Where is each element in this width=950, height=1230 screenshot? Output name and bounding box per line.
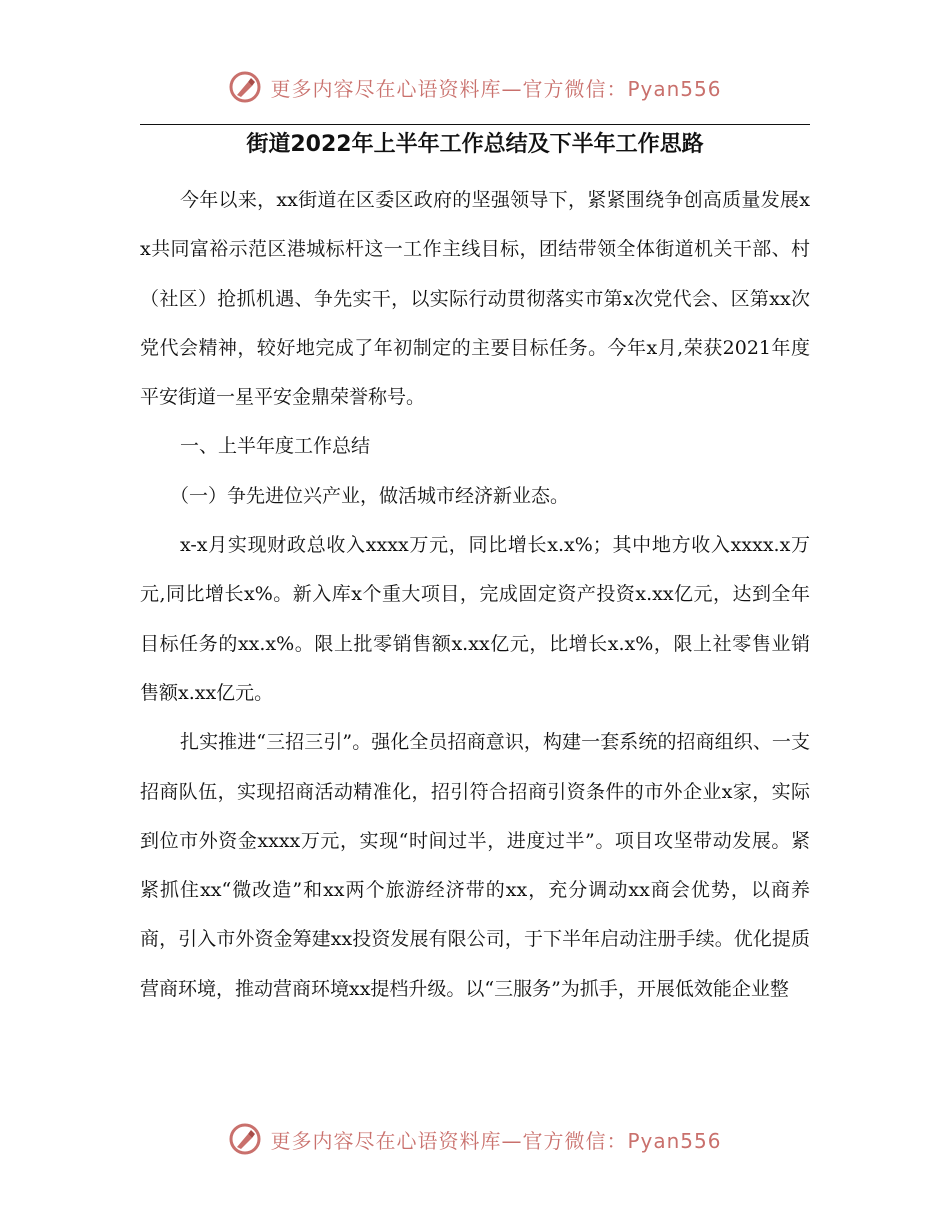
- header-divider: [140, 124, 810, 125]
- header-watermark: [0, 70, 950, 104]
- subsection-heading-1: （一）争先进位兴产业，做活城市经济新业态。: [170, 484, 570, 507]
- document-title: 街道2022年上半年工作总结及下半年工作思路: [246, 132, 704, 157]
- section-heading-1: 一、上半年度工作总结: [180, 435, 371, 458]
- watermark-text: 更多内容尽在心语资料库—官方微信：Pyan556: [270, 1128, 722, 1153]
- pen-nib-logo-icon: [228, 1122, 262, 1156]
- paragraph-finance: x-x月实现财政总收入xxxx万元，同比增长x.x%；其中地方收入xxxx.x万元,同比增长x%。新入库x个重大项目，完成固定资产投资x.xx亿元，达到全年目标任务的xx.x%。限上批零销售额x.xx亿元，比增长x.x%，限上社零售业销售额x.xx亿元。: [140, 534, 810, 704]
- pen-nib-logo-icon: [228, 70, 262, 104]
- paragraph-investment: 扎实推进“三招三引”。强化全员招商意识，构建一套系统的招商组织、一支招商队伍，实现招商活动精准化，招引符合招商引资条件的市外企业x家，实际到位市外资金xxxx万元，实现“时间过半，进度过半”。项目攻坚带动发展。紧紧抓住xx“微改造”和xx两个旅游经济带的xx，充分调动xx商会优势，以商养商，引入市外资金筹建xx投资发展有限公司，于下半年启动注册手续。优化提质营商环境，推动营商环境xx提档升级。以“三服务”为抓手，开展低效能企业整: [140, 731, 810, 1000]
- document-body: [140, 176, 810, 1014]
- paragraph-intro: 今年以来，xx街道在区委区政府的坚强领导下，紧紧围绕争创高质量发展xx共同富裕示范区港城标杆这一工作主线目标，团结带领全体街道机关干部、村（社区）抢抓机遇、争先实干，以实际行动贯彻落实市第x次党代会、区第xx次党代会精神，较好地完成了年初制定的主要目标任务。今年x月,荣获2021年度平安街道一星平安金鼎荣誉称号。: [140, 189, 810, 409]
- watermark-text: 更多内容尽在心语资料库—官方微信：Pyan556: [270, 76, 722, 101]
- footer-watermark: [0, 1122, 950, 1156]
